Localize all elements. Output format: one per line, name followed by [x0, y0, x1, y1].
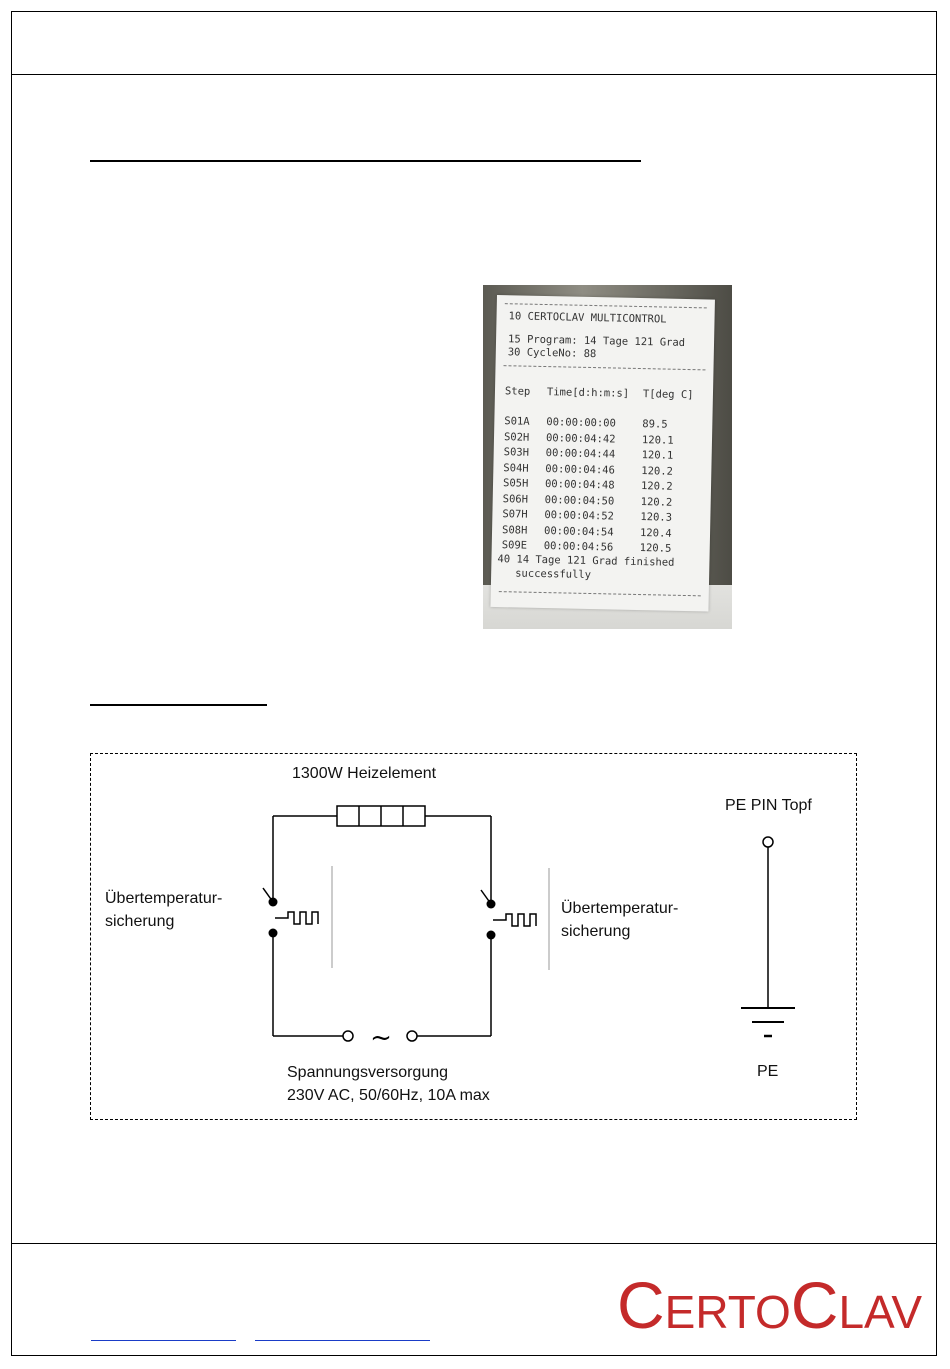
heater-label: 1300W Heizelement [292, 765, 437, 782]
receipt-cell-temp: 120.2 [640, 480, 673, 493]
receipt-cell-step: S06H [502, 492, 529, 506]
supply-terminal-left [343, 1031, 353, 1041]
receipt-cell-temp: 89.5 [642, 418, 668, 431]
supply-label-1: Spannungsversorgung [287, 1064, 449, 1081]
fuse-left-label-1: Übertemperatur- [105, 890, 223, 907]
supply-terminal-right [407, 1031, 417, 1041]
receipt-cell-time: 00:00:04:56 [543, 540, 614, 554]
receipt-cell-temp: 120.1 [641, 449, 674, 462]
receipt-cell-time: 00:00:00:00 [546, 416, 617, 430]
receipt-cell-temp: 120.2 [640, 495, 673, 509]
ac-symbol: ~ [370, 1023, 392, 1053]
receipt-cell-temp: 120.1 [641, 433, 674, 447]
receipt-cell-temp: 120.5 [639, 542, 672, 555]
receipt-cell-step: S03H [503, 446, 530, 459]
receipt-cell-temp: 120.4 [639, 526, 672, 540]
column-step: Step [504, 385, 531, 398]
receipt-cell-time: 00:00:04:42 [545, 431, 616, 446]
certoclav-logo: CERTOCLAV [617, 1268, 923, 1342]
supply-label-2: 230V AC, 50/60Hz, 10A max [287, 1087, 490, 1104]
receipt-cell-step: S07H [502, 508, 528, 521]
receipt-cell-time: 00:00:04:44 [545, 447, 616, 461]
left-fuse-contact-top [269, 898, 278, 907]
receipt-header-2: 15 Program: 14 Tage 121 Grad [507, 333, 686, 349]
pe-label: PE [757, 1063, 779, 1080]
left-fuse-bimetal [275, 912, 318, 924]
fuse-left-label-2: sicherung [105, 913, 175, 930]
receipt-footer-1: 40 14 Tage 121 Grad finished [497, 553, 675, 569]
receipt-cell-step: S09E [501, 539, 528, 552]
receipt-cell-step: S02H [503, 430, 530, 444]
pe-pin-terminal [763, 837, 773, 847]
receipt-cell-temp: 120.3 [640, 511, 673, 524]
receipt-cell-time: 00:00:04:46 [545, 462, 616, 477]
receipt-header-1: 10 CERTOCLAV MULTICONTROL [508, 310, 667, 326]
receipt-cell-time: 00:00:04:50 [544, 493, 615, 507]
receipt-cell-step: S01A [504, 415, 530, 428]
fuse-right-label-1: Übertemperatur- [561, 900, 679, 917]
fuse-right-label-2: sicherung [561, 923, 631, 940]
receipt-cell-time: 00:00:04:48 [544, 478, 615, 492]
left-fuse-contact-bottom [269, 929, 278, 938]
receipt-cell-step: S05H [502, 477, 529, 490]
receipt-header-3: 30 CycleNo: 88 [507, 346, 597, 361]
footer-link-1[interactable] [91, 1340, 236, 1341]
receipt-footer-2: successfully [515, 567, 592, 582]
receipt-cell-time: 00:00:04:52 [544, 509, 615, 523]
column-time: Time[d:h:m:s] [546, 386, 630, 400]
pe-pin-label: PE PIN Topf [725, 797, 812, 814]
column-temp: T[deg C] [642, 388, 694, 402]
receipt-cell-temp: 120.2 [641, 464, 674, 478]
receipt-cell-step: S04H [503, 461, 529, 475]
receipt-cell-time: 00:00:04:54 [543, 524, 614, 538]
footer-link-2[interactable] [255, 1340, 430, 1341]
right-fuse-contact-top [487, 900, 496, 909]
right-fuse-bimetal [493, 914, 536, 926]
right-fuse-contact-bottom [487, 931, 496, 940]
receipt-cell-step: S08H [501, 523, 528, 537]
